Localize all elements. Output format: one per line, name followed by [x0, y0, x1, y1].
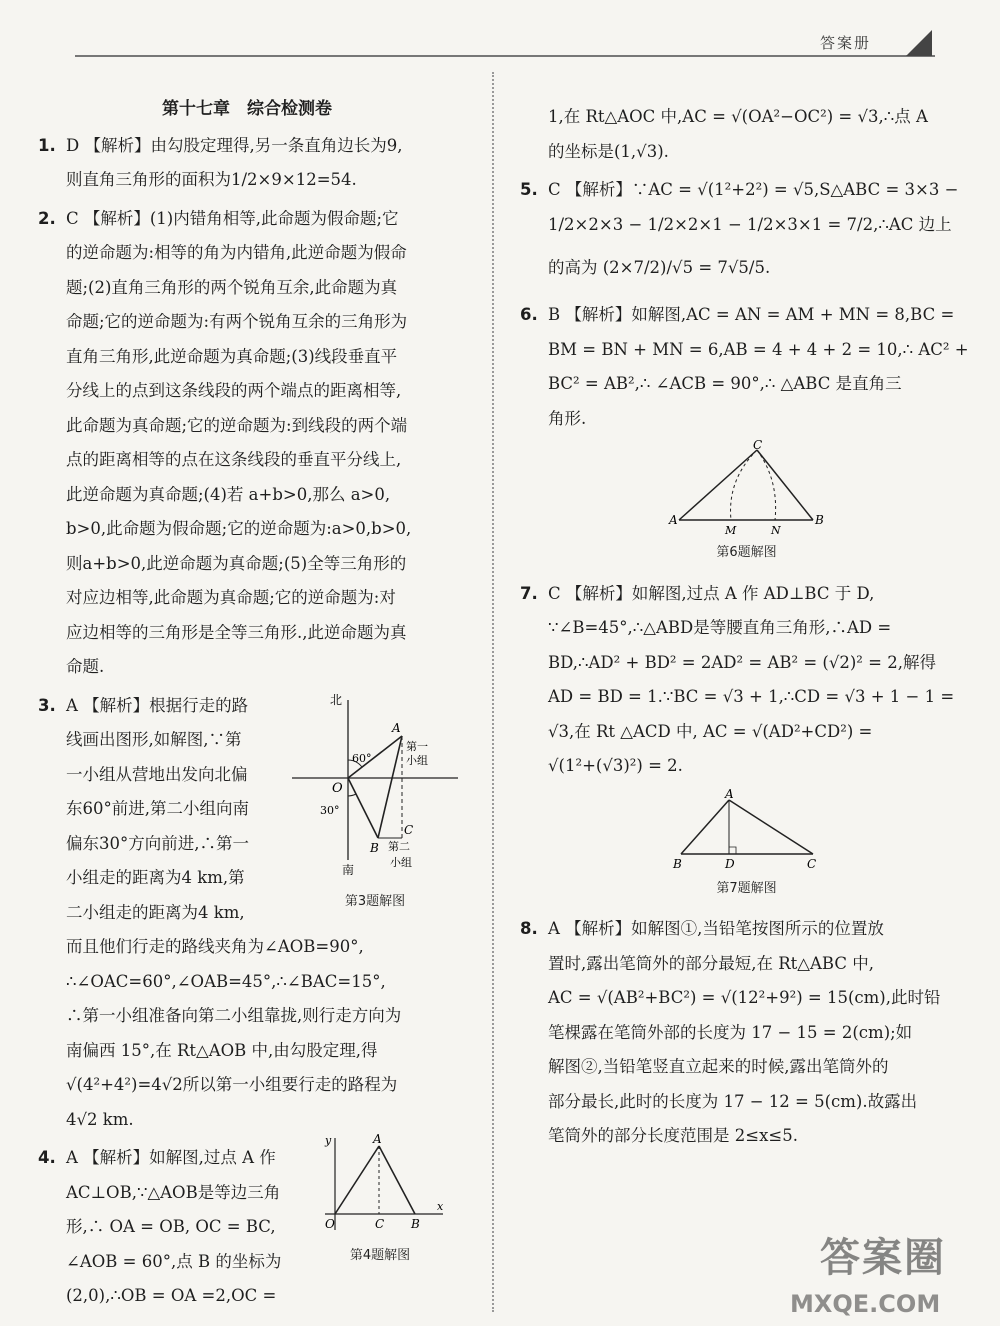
text-line: 直角三角形,此逆命题为真命题;(3)线段垂直平 [66, 346, 398, 366]
column-divider [492, 72, 494, 1312]
group2-label-a: 第二 [388, 840, 410, 853]
text-line: C 【解析】∵AC = √(1²+2²) = √5,S△ABC = 3×3 − [548, 180, 959, 199]
group2-label-b: 小组 [390, 856, 412, 869]
question-number: 6. [520, 305, 538, 324]
text-line: 笔棵露在笔筒外部的长度为 17 − 15 = 2(cm);如 [548, 1022, 913, 1042]
figure-q4-caption: 第4题解图 [349, 1248, 411, 1263]
text-line: 此命题为真命题;它的逆命题为:到线段的两个端 [66, 415, 408, 435]
text-line: √(4²+4²)=4√2所以第一小组要行走的路程为 [66, 1075, 398, 1094]
text-line: A 【解析】根据行走的路 [66, 695, 249, 715]
question-number: 3. [38, 695, 56, 715]
text-line: ∵∠B=45°,∴△ABD是等腰直角三角形,∴AD = [548, 618, 892, 637]
question-6 [520, 298, 969, 571]
text-line: 则a+b>0,此逆命题为真命题;(5)全等三角形的 [66, 553, 407, 573]
figure-q3-caption: 第3题解图 [344, 894, 406, 909]
text-line: 而且他们行走的路线夹角为∠AOB=90°, [66, 937, 364, 956]
figure-q6-diagram [667, 440, 827, 536]
text-line: 解图②,当铅笔竖直立起来的时候,露出笔筒外的 [548, 1057, 889, 1076]
figure-q4-diagram [315, 1130, 445, 1240]
text-line: BC² = AB²,∴ ∠ACB = 90°,∴ △ABC 是直角三 [548, 374, 902, 393]
text-line: 的逆命题为:相等的角为内错角,此逆命题为假命 [66, 243, 407, 262]
point-n-label: N [770, 524, 781, 536]
text-line: 的高为 (2×7/2)/√5 = 7√5/5. [548, 258, 771, 277]
watermark-url: MXQE.COM [790, 1290, 941, 1318]
text-line: √3,在 Rt △ACD 中, AC = √(AD²+CD²) = [548, 721, 873, 741]
text-line: D 【解析】由勾股定理得,另一条直角边长为9, [66, 135, 403, 155]
text-line: 的坐标是(1,√3). [548, 141, 669, 161]
text-line: 偏东30°方向前进,∴第一 [66, 833, 249, 853]
header-label: 答案册 [820, 34, 872, 52]
group1-label-b: 小组 [406, 754, 428, 767]
point-a-label: A [392, 721, 401, 735]
text-line: AC = √(AB²+BC²) = √(12²+9²) = 15(cm),此时铅 [548, 988, 941, 1007]
chapter-title: 第十七章 综合检测卷 [162, 99, 332, 119]
south-label: 南 [341, 863, 355, 877]
text-line: 点的距离相等的点在这条线段的垂直平分线上, [66, 450, 402, 469]
q4-continued [520, 100, 945, 169]
point-a-label: A [668, 513, 678, 527]
figure-q6 [548, 440, 945, 571]
text-line: 笔筒外的部分长度范围是 2≤x≤5. [548, 1126, 798, 1145]
text-line: 东60°前进,第二小组向南 [66, 799, 249, 818]
text-line: 角形. [548, 408, 587, 428]
text-line: 对应边相等,此命题为真命题;它的逆命题为:对 [66, 588, 396, 607]
text-line: C 【解析】(1)内错角相等,此命题为假命题;它 [66, 208, 399, 228]
text-line: 南偏西 15°,在 Rt△AOB 中,由勾股定理,得 [66, 1040, 378, 1060]
point-o-label: O [332, 781, 343, 796]
point-c-label: C [404, 823, 414, 837]
question-5 [520, 173, 959, 294]
question-number: 8. [520, 919, 538, 938]
point-d-label: D [724, 856, 735, 871]
figure-q6-caption: 第6题解图 [716, 545, 777, 560]
watermark-logo: 答案圈 [820, 1235, 946, 1281]
point-b-label: B [814, 513, 824, 527]
figure-q4 [315, 1130, 445, 1263]
point-b-label: B [411, 1217, 420, 1231]
text-line: ∠AOB = 60°,点 B 的坐标为 [66, 1251, 282, 1271]
point-c-label: C [752, 440, 762, 452]
text-line: A 【解析】如解图①,当铅笔按图所示的位置放 [548, 919, 884, 938]
text-line: 则直角三角形的面积为1/2×9×12=54. [66, 170, 357, 189]
axis-y-label: y [325, 1134, 332, 1147]
point-c-label: C [375, 1217, 385, 1231]
text-line: 命题;它的逆命题为:有两个锐角互余的三角形为 [66, 312, 408, 331]
question-number: 2. [38, 208, 56, 228]
text-line: √(1²+(√3)²) = 2. [548, 756, 683, 775]
figure-q3 [290, 690, 460, 909]
text-line: 1,在 Rt△AOC 中,AC = √(OA²−OC²) = √3,∴点 A [548, 107, 928, 126]
point-o-label: O [325, 1217, 335, 1231]
text-line: C 【解析】如解图,过点 A 作 AD⊥BC 于 D, [548, 583, 875, 603]
point-b-label: B [370, 841, 379, 855]
group1-label-a: 第一 [406, 740, 428, 753]
text-line: BD,∴AD² + BD² = 2AD² = AB² = (√2)² = 2,解得 [548, 652, 936, 672]
text-line: 形,∴ OA = OB, OC = BC, [66, 1217, 276, 1236]
text-line: 命题. [66, 657, 105, 676]
text-line: 此逆命题为真命题;(4)若 a+b>0,那么 a>0, [66, 484, 391, 504]
text-line: b>0,此命题为假命题;它的逆命题为:a>0,b>0, [66, 519, 412, 538]
text-line: 题;(2)直角三角形的两个锐角互余,此命题为真 [66, 277, 398, 297]
header-rule [75, 55, 935, 57]
question-number: 1. [38, 135, 56, 155]
header-triangle-icon [906, 30, 932, 56]
figure-q7-caption: 第7题解图 [716, 880, 777, 896]
point-m-label: M [724, 524, 736, 536]
question-1 [38, 129, 456, 198]
text-line: ∴第一小组准备向第二小组靠拢,则行走方向为 [66, 1006, 402, 1025]
figure-q3-diagram [290, 690, 460, 890]
point-a-label: A [373, 1132, 382, 1146]
text-line: 小组走的距离为4 km,第 [66, 868, 245, 887]
question-8 [520, 912, 945, 1154]
text-line: BM = BN + MN = 6,AB = 4 + 4 + 2 = 10,∴ AC² + [548, 339, 969, 359]
text-line: A 【解析】如解图,过点 A 作 [66, 1148, 276, 1167]
text-line: ∴∠OAC=60°,∠OAB=45°,∴∠BAC=15°, [66, 971, 386, 991]
text-line: (2,0),∴OB = OA =2,OC = [66, 1286, 277, 1305]
question-number: 4. [38, 1148, 56, 1167]
axis-x-label: x [437, 1200, 444, 1213]
right-column [520, 100, 969, 1158]
text-line: 1/2×2×3 − 1/2×2×1 − 1/2×3×1 = 7/2,∴AC 边上 [548, 214, 952, 234]
text-line: 应边相等的三角形是全等三角形.,此逆命题为真 [66, 622, 407, 642]
figure-q7 [548, 788, 945, 907]
text-line: 分线上的点到这条线段的两个端点的距离相等, [66, 381, 402, 400]
angle-60-label: 60° [352, 752, 372, 765]
text-line: 一小组从营地出发向北偏 [66, 764, 248, 784]
text-line: B 【解析】如解图,AC = AN = AM + MN = 8,BC = [548, 305, 955, 324]
text-line: AC⊥OB,∵△AOB是等边三角 [66, 1182, 281, 1202]
text-line: AD = BD = 1.∵BC = √3 + 1,∴CD = √3 + 1 − 1 = [548, 687, 955, 706]
figure-q7-diagram [667, 788, 827, 872]
text-line: 线画出图形,如解图,∵第 [66, 730, 242, 749]
question-number: 5. [520, 180, 538, 199]
text-line: 置时,露出笔筒外的部分最短,在 Rt△ABC 中, [548, 953, 874, 973]
point-b-label: B [672, 856, 682, 871]
question-2 [38, 202, 456, 685]
point-a-label: A [724, 787, 734, 801]
angle-30-label: 30° [320, 804, 340, 817]
question-7 [520, 577, 955, 907]
point-c-label: C [806, 856, 816, 871]
text-line: 部分最长,此时的长度为 17 − 12 = 5(cm).故露出 [548, 1091, 918, 1111]
text-line: 4√2 km. [66, 1109, 134, 1129]
question-number: 7. [520, 583, 538, 603]
north-label: 北 [329, 693, 342, 707]
text-line: 二小组走的距离为4 km, [66, 902, 245, 922]
